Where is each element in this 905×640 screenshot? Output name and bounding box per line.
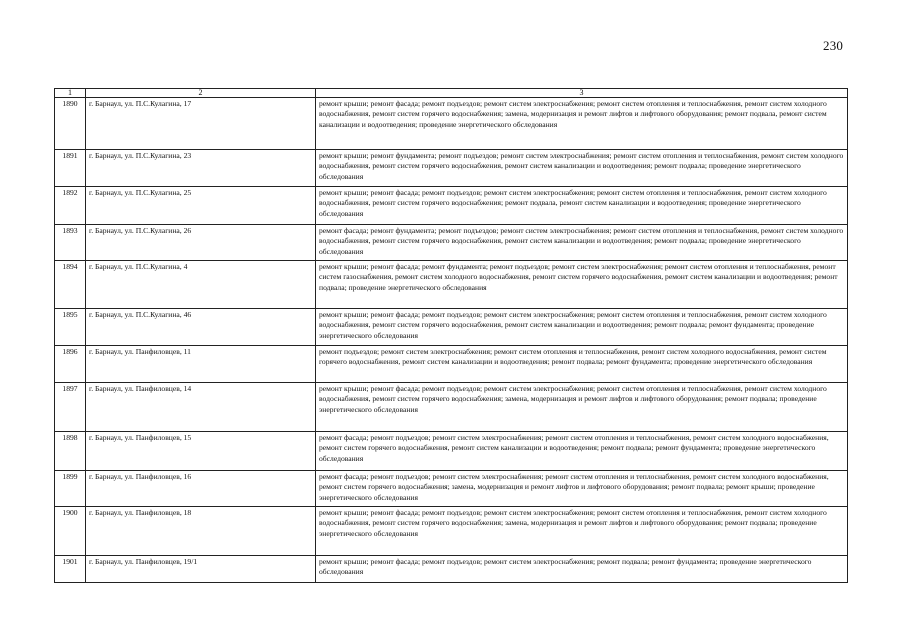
row-works: ремонт крыши; ремонт фасада; ремонт подъездов; ремонт систем электроснабжения; ремонт систем отопления и теплоснабжения, ремонт систем холодного водоснабжения, ремонт систем горячего водоснабжения; ремонт подвала, ремонт систем канализации и водоотведения; проведение энергетического обследования: [316, 187, 848, 225]
row-works: ремонт фасада; ремонт подъездов; ремонт систем электроснабжения; ремонт систем отопления и теплоснабжения, ремонт систем холодного водоснабжения, ремонт систем горячего водоснабжения, ремонт систем канализации и водоотведения; ремонт подвала; ремонт фундамента; проведение энергетического обследования: [316, 432, 848, 471]
row-address: г. Барнаул, ул. Панфиловцев, 16: [86, 471, 316, 507]
row-number: 1890: [55, 98, 86, 150]
table-row: [55, 346, 848, 383]
table-row: [55, 150, 848, 187]
header-col-number: 1: [55, 89, 86, 98]
table-row: [55, 98, 848, 150]
table-row: [55, 432, 848, 471]
header-row: [55, 89, 848, 98]
row-number: 1895: [55, 309, 86, 346]
row-address: г. Барнаул, ул. П.С.Кулагина, 4: [86, 261, 316, 309]
row-number: 1893: [55, 225, 86, 261]
row-works: ремонт крыши; ремонт фасада; ремонт подъездов; ремонт систем электроснабжения; ремонт систем отопления и теплоснабжения, ремонт систем холодного водоснабжения, ремонт систем горячего водоснабжения; замена, модернизация и ремонт лифтов и лифтового оборудования; ремонт подвала; проведение энергетического обследования: [316, 383, 848, 432]
row-number: 1894: [55, 261, 86, 309]
row-number: 1898: [55, 432, 86, 471]
row-number: 1901: [55, 556, 86, 583]
row-number: 1891: [55, 150, 86, 187]
header-col-works: 3: [316, 89, 848, 98]
row-works: ремонт крыши; ремонт фасада; ремонт фундамента; ремонт подъездов; ремонт систем электроснабжения; ремонт систем отопления и теплоснабжения, ремонт систем газоснабжения, ремонт систем холодного водоснабжения, ремонт систем горячего водоснабжения, ремонт систем канализации и водоотведения; ремонт подвала; проведение энергетического обследования: [316, 261, 848, 309]
table-row: [55, 309, 848, 346]
page-number: 230: [823, 38, 844, 53]
table-header: [55, 89, 848, 98]
row-works: ремонт крыши; ремонт фасада; ремонт подъездов; ремонт систем электроснабжения; ремонт систем отопления и теплоснабжения, ремонт систем холодного водоснабжения, ремонт систем горячего водоснабжения; замена, модернизация и ремонт лифтов и лифтового оборудования; ремонт подвала, ремонт систем канализации и водоотведения; проведение энергетического обследования: [316, 98, 848, 150]
row-address: г. Барнаул, ул. Панфиловцев, 15: [86, 432, 316, 471]
row-address: г. Барнаул, ул. Панфиловцев, 18: [86, 507, 316, 556]
table-row: [55, 383, 848, 432]
row-number: 1900: [55, 507, 86, 556]
row-works: ремонт крыши; ремонт фасада; ремонт подъездов; ремонт систем электроснабжения; ремонт подвала; ремонт фундамента; проведение энергетического обследования: [316, 556, 848, 583]
table-row: [55, 507, 848, 556]
header-col-address: 2: [86, 89, 316, 98]
row-number: 1892: [55, 187, 86, 225]
row-address: г. Барнаул, ул. Панфиловцев, 19/1: [86, 556, 316, 583]
row-address: г. Барнаул, ул. П.С.Кулагина, 17: [86, 98, 316, 150]
row-address: г. Барнаул, ул. П.С.Кулагина, 23: [86, 150, 316, 187]
row-works: ремонт крыши; ремонт фасада; ремонт подъездов; ремонт систем электроснабжения; ремонт систем отопления и теплоснабжения, ремонт систем холодного водоснабжения, ремонт систем горячего водоснабжения; замена, модернизация и ремонт лифтов и лифтового оборудования; ремонт подвала; проведение энергетического обследования: [316, 507, 848, 556]
row-works: ремонт крыши; ремонт фундамента; ремонт подъездов; ремонт систем электроснабжения; ремонт систем отопления и теплоснабжения, ремонт систем холодного водоснабжения, ремонт систем горячего водоснабжения, ремонт систем канализации и водоотведения; ремонт подвала; проведение энергетического обследования: [316, 150, 848, 187]
row-number: 1899: [55, 471, 86, 507]
row-works: ремонт крыши; ремонт фасада; ремонт подъездов; ремонт систем электроснабжения; ремонт систем отопления и теплоснабжения, ремонт систем холодного водоснабжения, ремонт систем горячего водоснабжения, ремонт систем канализации и водоотведения; ремонт подвала; ремонт фундамента; проведение энергетического обследования: [316, 309, 848, 346]
table-row: [55, 225, 848, 261]
row-address: г. Барнаул, ул. Панфиловцев, 11: [86, 346, 316, 383]
table-row: [55, 471, 848, 507]
row-number: 1896: [55, 346, 86, 383]
row-works: ремонт подъездов; ремонт систем электроснабжения; ремонт систем отопления и теплоснабжения, ремонт систем холодного водоснабжения, ремонт систем горячего водоснабжения, ремонт систем канализации и водоотведения; ремонт подвала; ремонт фундамента; проведение энергетического обследования: [316, 346, 848, 383]
table-row: [55, 261, 848, 309]
row-address: г. Барнаул, ул. П.С.Кулагина, 46: [86, 309, 316, 346]
row-address: г. Барнаул, ул. Панфиловцев, 14: [86, 383, 316, 432]
repair-registry-table: [54, 88, 848, 583]
row-works: ремонт фасада; ремонт фундамента; ремонт подъездов; ремонт систем электроснабжения; ремонт систем отопления и теплоснабжения, ремонт систем холодного водоснабжения, ремонт систем горячего водоснабжения, ремонт систем канализации и водоотведения; ремонт подвала; проведение энергетического обследования: [316, 225, 848, 261]
table-body: [55, 98, 848, 583]
row-address: г. Барнаул, ул. П.С.Кулагина, 25: [86, 187, 316, 225]
row-works: ремонт фасада; ремонт подъездов; ремонт систем электроснабжения; ремонт систем отопления и теплоснабжения, ремонт систем холодного водоснабжения, ремонт систем горячего водоснабжения; замена, модернизация и ремонт лифтов и лифтового оборудования; ремонт подвала; ремонт крыши; проведение энергетического обследования: [316, 471, 848, 507]
table-row: [55, 556, 848, 583]
table-row: [55, 187, 848, 225]
row-number: 1897: [55, 383, 86, 432]
row-address: г. Барнаул, ул. П.С.Кулагина, 26: [86, 225, 316, 261]
